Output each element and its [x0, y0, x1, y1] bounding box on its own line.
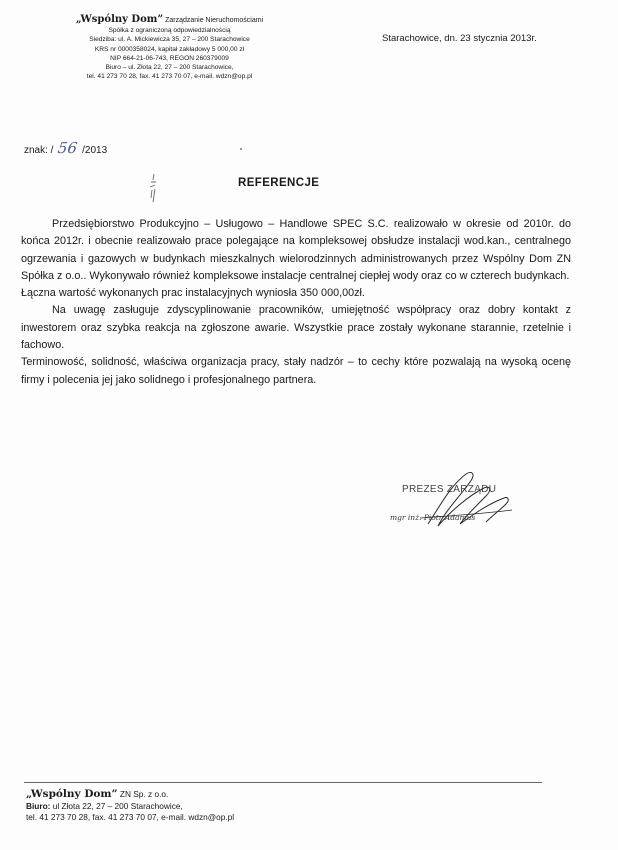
paragraph-3: Terminowość, solidność, właściwa organizacja pracy, stały nadzór – to cechy które pozwalają na wysoką ocenę firmy i polecenia jej jako solidnego i profesjonalnego partnera.	[21, 356, 571, 386]
document-title: REFERENCJE	[238, 177, 320, 189]
letterhead-krs: KRS nr 0000358024, kapitał zakładowy 5 000,00 zł	[94, 45, 245, 53]
footer-brand-suffix: ZN Sp. z o.o.	[119, 789, 169, 799]
footer-brand: „Wspólny Dom”	[26, 788, 118, 800]
paragraph-1: Przedsiębiorstwo Produkcyjno – Usługowo – Handlowe SPEC S.C. realizowało w okresie od 2010r. do końca 2012r. i obecnie realizowało prace polegające na kompleksowej obsłudze instalacji wod.kan., centralnego ogrzewania i gazowych w budynkach mieszkalnych wielorodzinnych administrowanych przez Wspólny Dom ZN Spółka z o.o.. Wykonywało również kompleksowe instalacje centralnej ciepłej wody oraz co w czterech budynkach.	[21, 218, 571, 282]
reference-number	[24, 139, 107, 157]
letterhead-contact: tel. 41 273 70 28, fax. 41 273 70 07, e-mail. wdzn@op.pl	[86, 73, 253, 81]
reference-prefix: znak: /	[24, 145, 54, 156]
letter-body	[21, 216, 571, 389]
letterhead-title	[62, 15, 277, 26]
reference-handwritten-number: 56	[56, 139, 79, 157]
reference-suffix: /2013	[82, 145, 108, 156]
company-brand-suffix: Zarządzanie Nieruchomościami	[165, 17, 264, 24]
footer-office-label: Biuro:	[26, 800, 51, 811]
footer-office: ul Złota 22, 27 – 200 Starachowice,	[52, 800, 183, 811]
ink-dot	[240, 148, 242, 150]
paragraph-1-total: Łączna wartość wykonanych prac instalacyjnych wyniosła 350 000,00zł.	[21, 287, 365, 300]
letterhead-office: Biuro – ul. Złota 22, 27 – 200 Starachowice,	[105, 64, 234, 72]
handwritten-signature	[380, 466, 530, 536]
footer-divider	[24, 782, 542, 783]
signature-stamp-name: mgr inż. Piotr Adamus	[390, 513, 476, 522]
footer	[26, 789, 234, 824]
signature-stamp-title: PREZES ZARZĄDU	[402, 484, 497, 495]
footer-brand-line	[26, 789, 234, 801]
handwritten-mark	[145, 172, 159, 206]
footer-office-line	[26, 801, 234, 813]
letterhead	[62, 15, 277, 82]
company-brand: „Wspólny Dom”	[75, 14, 164, 25]
letterhead-address: Siedziba: ul. A. Mickiewicza 35, 27 – 200 Starachowice	[89, 36, 250, 44]
paragraph-2: Na uwagę zasługuje zdyscyplinowanie pracowników, umiejętność współpracy oraz dobry kontakt z inwestorem oraz szybka reakcja na zgłoszone awarie. Wszystkie prace zostały wykonane starannie, rzetelnie i fachowo.	[21, 304, 571, 352]
footer-contact: tel. 41 273 70 28, fax. 41 273 70 07, e-mail. wdzn@op.pl	[26, 812, 235, 822]
letterhead-line: Spółka z ograniczoną odpowiedzialnością	[108, 27, 231, 34]
signature-block	[380, 466, 530, 536]
letterhead-nip: NIP 664-21-06-743, REGON 260379009	[110, 54, 229, 62]
place-date: Starachowice, dn. 23 stycznia 2013r.	[382, 33, 537, 44]
